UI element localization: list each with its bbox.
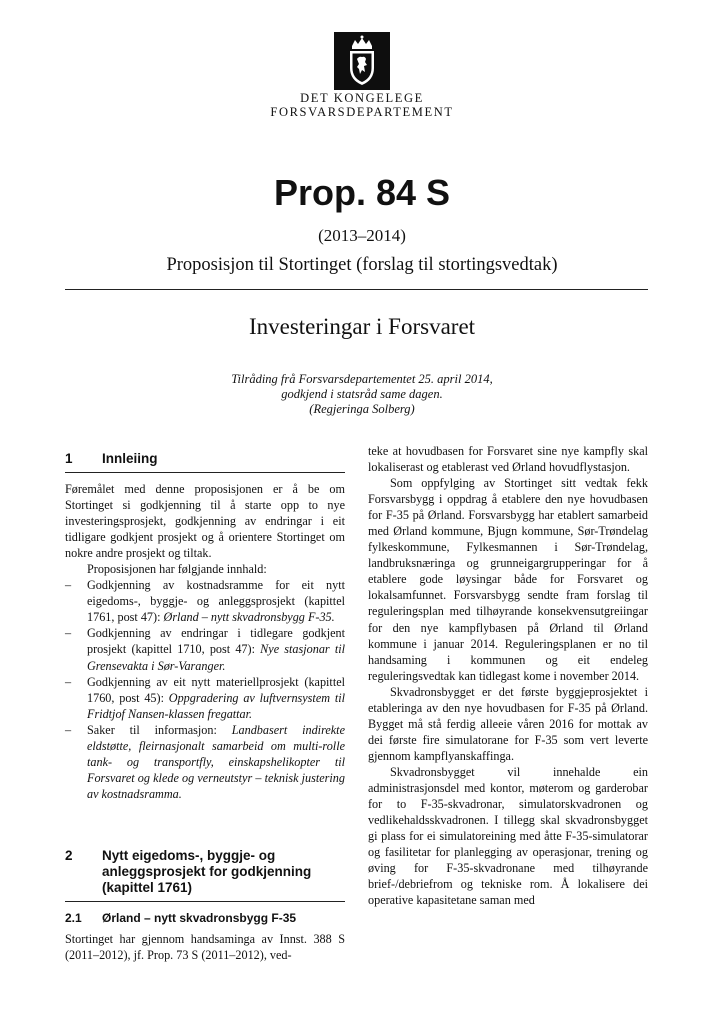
- right-column: [368, 443, 648, 908]
- section-number: 2: [65, 847, 73, 863]
- proposition-number: Prop. 84 S: [273, 172, 451, 213]
- list-item-italic: Ørland – nytt skvadronsbygg F-35.: [163, 610, 335, 625]
- list-dash: –: [65, 578, 72, 593]
- list-item: [65, 577, 345, 625]
- paragraph: Som oppfylging av Stortinget sitt vedtak fekk Forsvarsbygg i oppdrag å etablere den nye hovudbasen for F-35 på Ørland. Forsvarsbygg har etablert samarbeid med Ørland kommune, Bjugn kommune, Sør-Trøndelag fylkeskommune, Fylkesmannen i Sør-Trøndelag, landbruksnæringa og grunneigargrupperingar for å etablere gode løysingar både for Forsvaret og lokalsamfunnet. Forsvarsbygg sendte fram forslag til reguleringsplan med tilhøyrande konsekvensutgreiingar for den nye kampflybasen på Ørland til Ørland kommune i januar 2014. Reguleringsplanen er no til handsaming i kommunen og eit endeleg reguleringsvedtak kan tidlegast kome i november 2014.: [368, 476, 648, 683]
- section-2-1-heading: [65, 910, 345, 926]
- list-item-text: Godkjenning av kostnadsramme for eit nytt eigedoms-, byggje- og anleggsprosjekt (kapittel 1761, post 47):: [87, 578, 345, 625]
- recommendation-line3: (Regjeringa Solberg): [309, 402, 415, 416]
- section-title: Innleiing: [102, 451, 158, 466]
- list-item: [65, 722, 345, 802]
- header-divider: [65, 289, 648, 290]
- ministry-name-line1: DET KONGELEGE: [300, 91, 424, 105]
- list-item-italic: Landbasert indirekte eldstøtte, fleirnasjonalt samarbeid om multi-rolle tank- og transportfly, einskapshelikopter til Forsvaret og klede og verneutstyr – teknisk justering av kostnadsramma.: [87, 722, 345, 801]
- list-item-italic: Nye stasjonar til Grensevakta i Sør-Varanger.: [87, 642, 345, 673]
- session-years: (2013–2014): [318, 226, 406, 245]
- list-item-text: Saker til informasjon:: [87, 722, 232, 737]
- list-dash: –: [65, 626, 72, 641]
- section-title: Nytt eigedoms-, byggje- og anleggsprosjekt for godkjenning (kapittel 1761): [102, 847, 312, 895]
- proposition-subtitle: Proposisjon til Stortinget (forslag til stortingsvedtak): [166, 255, 558, 275]
- section-2-1-paragraph: Stortinget har gjennom handsaminga av Innst. 388 S (2011–2012), jf. Prop. 73 S (2011–2012), ved-: [65, 931, 345, 962]
- recommendation-line2: godkjend i statsråd same dagen.: [281, 387, 443, 401]
- list-dash: –: [65, 674, 72, 689]
- document-title: Investeringar i Forsvaret: [248, 314, 476, 339]
- list-item-text: Godkjenning av endringar i tidlegare godkjent prosjekt (kapittel 1710, post 47):: [87, 626, 345, 657]
- list-item: [65, 674, 345, 722]
- section-1-heading: [65, 451, 345, 473]
- recommendation-line1: Tilråding frå Forsvarsdepartementet 25. april 2014,: [231, 372, 493, 386]
- list-dash: –: [65, 722, 72, 737]
- subsection-number: 2.1: [65, 910, 82, 925]
- paragraph: teke at hovudbasen for Forsvaret sine nye kampfly skal lokaliserast og etablerast ved Ørland hovudflystasjon.: [368, 444, 648, 475]
- intro-paragraph: Føremålet med denne proposisjonen er å be om Stortinget si godkjenning til å starte opp to nye investeringsprosjekt, godkjenning av endringar i eit tidligare godkjent prosjekt og å orientere Stortinget om nokre andre prosjekt og tiltak.: [65, 482, 345, 561]
- section-2-heading: [65, 848, 345, 902]
- section-number: 1: [65, 451, 73, 466]
- paragraph: Skvadronsbygget vil innehalde ein administrasjonsdel med kontor, møterom og garderobar for to F-35-skvadronar, simulatorskvadronen og vedlikehaldsskvadronen. I tillegg skal skvadronsbygget gi plass for ei simulatoreining med åtte F-35-simulatorar og fasilitetar for planlegging av operasjonar, trening og øving for F-35-skvadronane med tilhøyrande brief-/debriefrom og tekniske rom. Å lokalisere dei operative kapasitetane saman med: [368, 764, 648, 908]
- list-item-italic: Oppgradering av luftvernsystem til Fridtjof Nansen-klassen fregattar.: [87, 690, 345, 721]
- list-item: [65, 625, 345, 673]
- royal-coat-of-arms-logo: [334, 32, 390, 90]
- left-column: [65, 451, 345, 963]
- ministry-name-line2: FORSVARSDEPARTEMENT: [270, 105, 454, 119]
- list-item-text: Godkjenning av eit nytt materiellprosjekt (kapittel 1760, post 45):: [87, 674, 345, 705]
- subsection-title: Ørland – nytt skvadronsbygg F-35: [102, 910, 297, 925]
- paragraph: Skvadronsbygget er det første byggjeprosjektet i etableringa av den nye hovudbasen for F-35 på Ørland. Bygget må stå ferdig alleeie våren 2016 for mottak av dei første fire simulatorane for F-35 som vert leverte gjennom kampflyanskaffinga.: [368, 684, 648, 763]
- contents-lead: Proposisjonen har følgjande innhald:: [87, 562, 267, 577]
